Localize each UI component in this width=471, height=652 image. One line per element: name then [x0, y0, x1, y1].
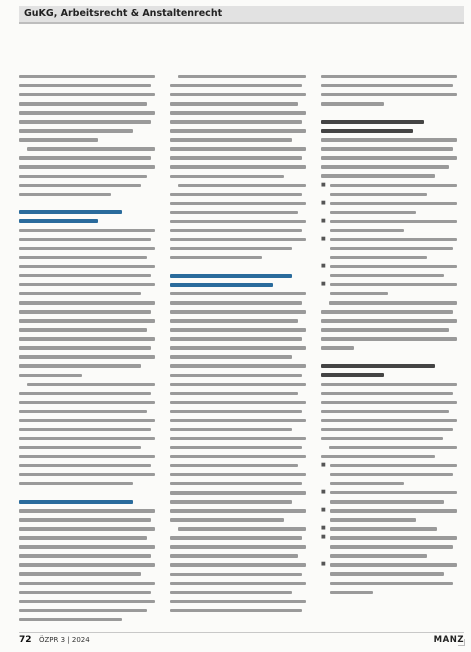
paragraph-line [170, 352, 306, 361]
paragraph-line [19, 181, 155, 190]
paragraph-line [19, 280, 155, 289]
paragraph-line [170, 307, 306, 316]
paragraph-line [321, 171, 457, 180]
paragraph-line [321, 416, 457, 425]
header-rule [19, 22, 464, 24]
paragraph-line [19, 551, 155, 560]
list-item [321, 524, 457, 533]
paragraph-line [170, 461, 306, 470]
paragraph-line [170, 117, 306, 126]
list-item-line [321, 271, 457, 280]
paragraph-line [19, 361, 155, 370]
paragraph-line [19, 162, 155, 171]
paragraph-line [321, 81, 457, 90]
paragraph-line [321, 307, 457, 316]
paragraph-line [170, 144, 306, 153]
paragraph-line [170, 479, 306, 488]
paragraph-line [19, 425, 155, 434]
paragraph-line [19, 542, 155, 551]
paragraph-line [170, 542, 306, 551]
paragraph-line [321, 407, 457, 416]
paragraph-line [170, 108, 306, 117]
publisher-logo: MANZ [433, 635, 464, 645]
list-item-line [321, 253, 457, 262]
list-item-line [321, 208, 457, 217]
paragraph-line [170, 597, 306, 606]
paragraph-line [170, 361, 306, 370]
paragraph-line [170, 533, 306, 542]
paragraph-line [19, 443, 155, 452]
list-item-line [321, 542, 457, 551]
paragraph-line [170, 506, 306, 515]
section-subheading [321, 126, 457, 135]
paragraph-line [19, 560, 155, 569]
section-heading [321, 361, 457, 370]
paragraph-line [170, 524, 306, 533]
section-subheading [19, 217, 155, 226]
paragraph-line [170, 380, 306, 389]
list-item [321, 217, 457, 226]
list-item [321, 488, 457, 497]
paragraph-line [321, 389, 457, 398]
paragraph-line [19, 615, 155, 624]
paragraph-line [19, 172, 155, 181]
paragraph-line [19, 606, 155, 615]
paragraph-line [170, 579, 306, 588]
list-item [321, 506, 457, 515]
paragraph-line [19, 533, 155, 542]
paragraph-line [170, 325, 306, 334]
paragraph-line [170, 289, 306, 298]
paragraph-line [170, 81, 306, 90]
paragraph-line [170, 226, 306, 235]
list-item-line [321, 515, 457, 524]
list-item [321, 533, 457, 542]
paragraph-line [321, 153, 457, 162]
paragraph-line [170, 343, 306, 352]
paragraph-line [321, 72, 457, 81]
paragraph-line [19, 271, 155, 280]
section-heading [170, 271, 306, 280]
list-item-line [321, 579, 457, 588]
paragraph-line [321, 162, 457, 171]
paragraph-line [170, 199, 306, 208]
list-item-line [321, 470, 457, 479]
running-header [19, 6, 464, 24]
paragraph-line [19, 343, 155, 352]
section-heading [19, 208, 155, 217]
paragraph-line [170, 90, 306, 99]
paragraph-line [170, 434, 306, 443]
list-item [321, 461, 457, 470]
paragraph-line [170, 135, 306, 144]
paragraph-line [321, 298, 457, 307]
paragraph-line [170, 371, 306, 380]
paragraph-line [170, 497, 306, 506]
paragraph-line [19, 407, 155, 416]
paragraph-line [170, 181, 306, 190]
paragraph-line [170, 425, 306, 434]
paragraph-line [170, 208, 306, 217]
paragraph-line [170, 217, 306, 226]
journal-citation: ÖZPR 3 | 2024 [39, 636, 90, 644]
paragraph-line [19, 117, 155, 126]
running-header-title: GuKG, Arbeitsrecht & Anstaltenrecht [24, 8, 223, 19]
text-column-3 [321, 72, 457, 597]
paragraph-line [19, 470, 155, 479]
paragraph-line [170, 515, 306, 524]
paragraph-line [19, 371, 155, 380]
list-item-line [321, 190, 457, 199]
list-item-line [321, 497, 457, 506]
paragraph-line [170, 235, 306, 244]
paragraph-line [321, 425, 457, 434]
list-item [321, 280, 457, 289]
paragraph-line [170, 298, 306, 307]
list-item-line [321, 551, 457, 560]
text-column-1 [19, 72, 155, 624]
paragraph-line [321, 316, 457, 325]
section-subheading [170, 280, 306, 289]
paragraph-line [170, 488, 306, 497]
paragraph-line [170, 570, 306, 579]
paragraph-line [170, 606, 306, 615]
paragraph-line [19, 135, 155, 144]
paragraph-line [321, 398, 457, 407]
paragraph-line [19, 226, 155, 235]
paragraph-line [19, 506, 155, 515]
paragraph-line [19, 72, 155, 81]
list-item-line [321, 289, 457, 298]
paragraph-line [170, 190, 306, 199]
paragraph-line [19, 99, 155, 108]
paragraph-line [19, 452, 155, 461]
paragraph-line [170, 153, 306, 162]
paragraph-line [19, 597, 155, 606]
list-item [321, 560, 457, 569]
footer-rule [19, 632, 464, 633]
paragraph-line [321, 334, 457, 343]
paragraph-line [170, 126, 306, 135]
list-item [321, 181, 457, 190]
paragraph-line [321, 443, 457, 452]
paragraph-line [19, 298, 155, 307]
paragraph-line [19, 389, 155, 398]
paragraph-line [19, 126, 155, 135]
list-item [321, 235, 457, 244]
paragraph-line [170, 99, 306, 108]
paragraph-line [170, 588, 306, 597]
section-heading [321, 117, 457, 126]
paragraph-line [170, 551, 306, 560]
paragraph-line [321, 452, 457, 461]
section-heading [19, 497, 155, 506]
paragraph-line [170, 407, 306, 416]
paragraph-line [170, 470, 306, 479]
list-item [321, 262, 457, 271]
paragraph-line [170, 398, 306, 407]
paragraph-line [19, 289, 155, 298]
list-item-line [321, 479, 457, 488]
paragraph-line [19, 81, 155, 90]
paragraph-line [321, 325, 457, 334]
paragraph-line [170, 452, 306, 461]
paragraph-line [321, 144, 457, 153]
paragraph-line [19, 153, 155, 162]
paragraph-line [321, 90, 457, 99]
list-item-line [321, 226, 457, 235]
paragraph-line [19, 461, 155, 470]
paragraph-line [19, 307, 155, 316]
page-number: 72 [19, 635, 32, 645]
paragraph-line [321, 135, 457, 144]
paragraph-line [321, 434, 457, 443]
text-column-2 [170, 72, 306, 615]
paragraph-line [19, 262, 155, 271]
paragraph-line [19, 253, 155, 262]
paragraph-line [170, 560, 306, 569]
paragraph-line [19, 325, 155, 334]
paragraph-line [170, 316, 306, 325]
paragraph-line [170, 389, 306, 398]
paragraph-line [19, 515, 155, 524]
paragraph-line [170, 72, 306, 81]
list-item [321, 199, 457, 208]
paragraph-line [19, 190, 155, 199]
paragraph-line [19, 144, 155, 153]
paragraph-line [170, 162, 306, 171]
paragraph-line [19, 352, 155, 361]
paragraph-line [170, 253, 306, 262]
paragraph-line [19, 316, 155, 325]
list-item-line [321, 244, 457, 253]
paragraph-line [19, 569, 155, 578]
paragraph-line [170, 443, 306, 452]
paragraph-line [19, 334, 155, 343]
paragraph-line [19, 434, 155, 443]
paragraph-line [19, 588, 155, 597]
list-item-line [321, 569, 457, 578]
paragraph-line [19, 479, 155, 488]
list-item-line [321, 588, 457, 597]
paragraph-line [321, 380, 457, 389]
scan-corner-mark [458, 639, 465, 646]
paragraph-line [19, 579, 155, 588]
paragraph-line [19, 398, 155, 407]
paragraph-line [170, 334, 306, 343]
paragraph-line [19, 90, 155, 99]
paragraph-line [170, 416, 306, 425]
section-subheading [321, 370, 457, 379]
paragraph-line [19, 416, 155, 425]
paragraph-line [19, 524, 155, 533]
paragraph-line [170, 172, 306, 181]
paragraph-line [321, 343, 457, 352]
paragraph-line [19, 380, 155, 389]
paragraph-line [19, 108, 155, 117]
paragraph-line [19, 244, 155, 253]
paragraph-line [170, 244, 306, 253]
paragraph-line [19, 235, 155, 244]
paragraph-line [321, 99, 457, 108]
page-footer [19, 632, 464, 646]
